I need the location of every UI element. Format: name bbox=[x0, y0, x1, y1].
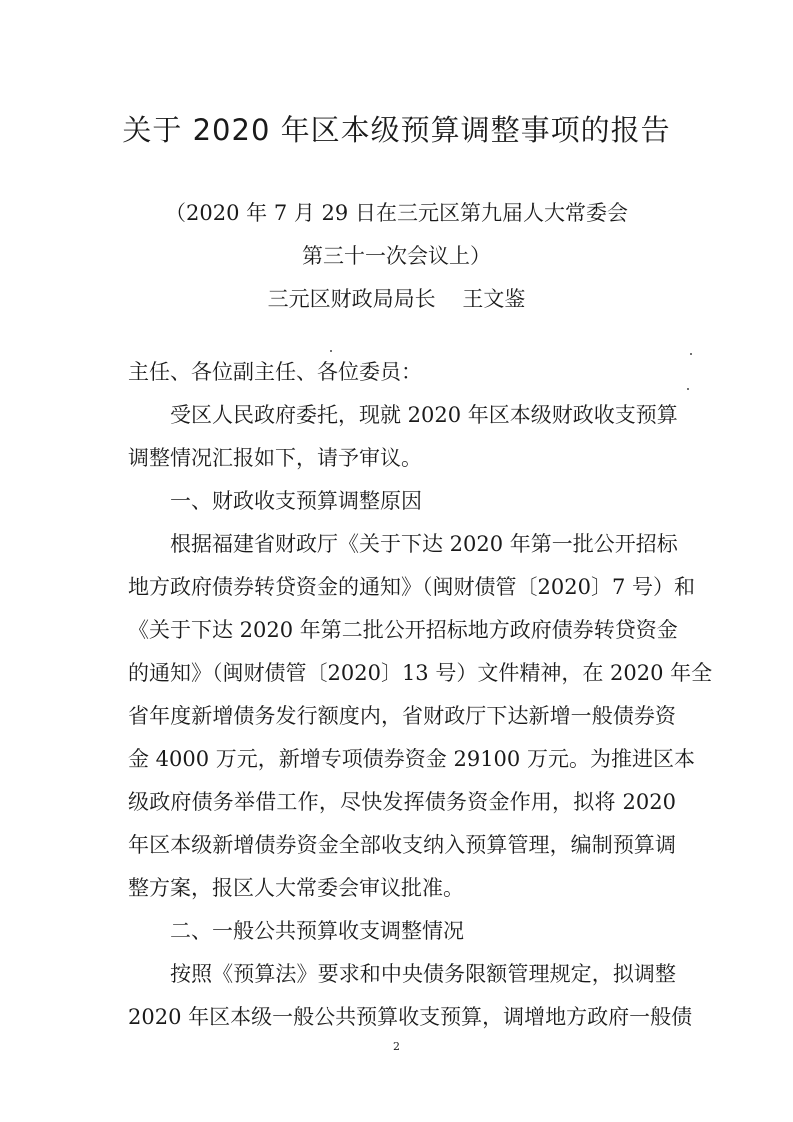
section-1-line-9: 整方案，报区人大常委会审议批准。 bbox=[128, 876, 464, 900]
section-1-line-1: 根据福建省财政厅《关于下达 2020 年第一批公开招标 bbox=[170, 532, 678, 556]
section-1-heading: 一、财政收支预算调整原因 bbox=[170, 489, 422, 513]
scan-speck bbox=[690, 353, 692, 355]
section-2-line-1: 按照《预算法》要求和中央债务限额管理规定，拟调整 bbox=[170, 962, 676, 986]
page-number: 2 bbox=[393, 1040, 400, 1053]
author-line: 三元区财政局局长 王文鉴 bbox=[267, 287, 526, 311]
scan-speck bbox=[330, 350, 332, 352]
section-1-line-7: 级政府债务举借工作，尽快发挥债务资金作用，拟将 2020 bbox=[128, 790, 676, 814]
section-1-line-8: 年区本级新增债券资金全部收支纳入预算管理，编制预算调 bbox=[128, 833, 676, 857]
section-1-line-4: 的通知》（闽财债管〔2020〕13 号）文件精神，在 2020 年全 bbox=[128, 661, 713, 685]
section-2-line-2: 2020 年区本级一般公共预算收支预算，调增地方政府一般债 bbox=[128, 1005, 693, 1029]
section-1-line-5: 省年度新增债务发行额度内，省财政厅下达新增一般债券资 bbox=[128, 704, 676, 728]
salutation: 主任、各位副主任、各位委员： bbox=[128, 360, 422, 384]
section-1-line-2: 地方政府债券转贷资金的通知》（闽财债管〔2020〕7 号）和 bbox=[128, 575, 695, 599]
meeting-info-line-2: 第三十一次会议上） bbox=[302, 244, 491, 268]
section-1-line-3: 《关于下达 2020 年第二批公开招标地方政府债券转贷资金 bbox=[128, 618, 678, 642]
meeting-info-line-1: （2020 年 7 月 29 日在三元区第九届人大常委会 bbox=[165, 201, 628, 225]
section-2-heading: 二、一般公共预算收支调整情况 bbox=[170, 919, 464, 943]
section-1-line-6: 金 4000 万元，新增专项债券资金 29100 万元。为推进区本 bbox=[128, 747, 695, 771]
intro-line-1: 受区人民政府委托，现就 2020 年区本级财政收支预算 bbox=[170, 403, 678, 427]
document-title: 关于 2020 年区本级预算调整事项的报告 bbox=[122, 113, 671, 147]
intro-line-2: 调整情况汇报如下，请予审议。 bbox=[128, 446, 422, 470]
scan-speck bbox=[687, 388, 689, 390]
